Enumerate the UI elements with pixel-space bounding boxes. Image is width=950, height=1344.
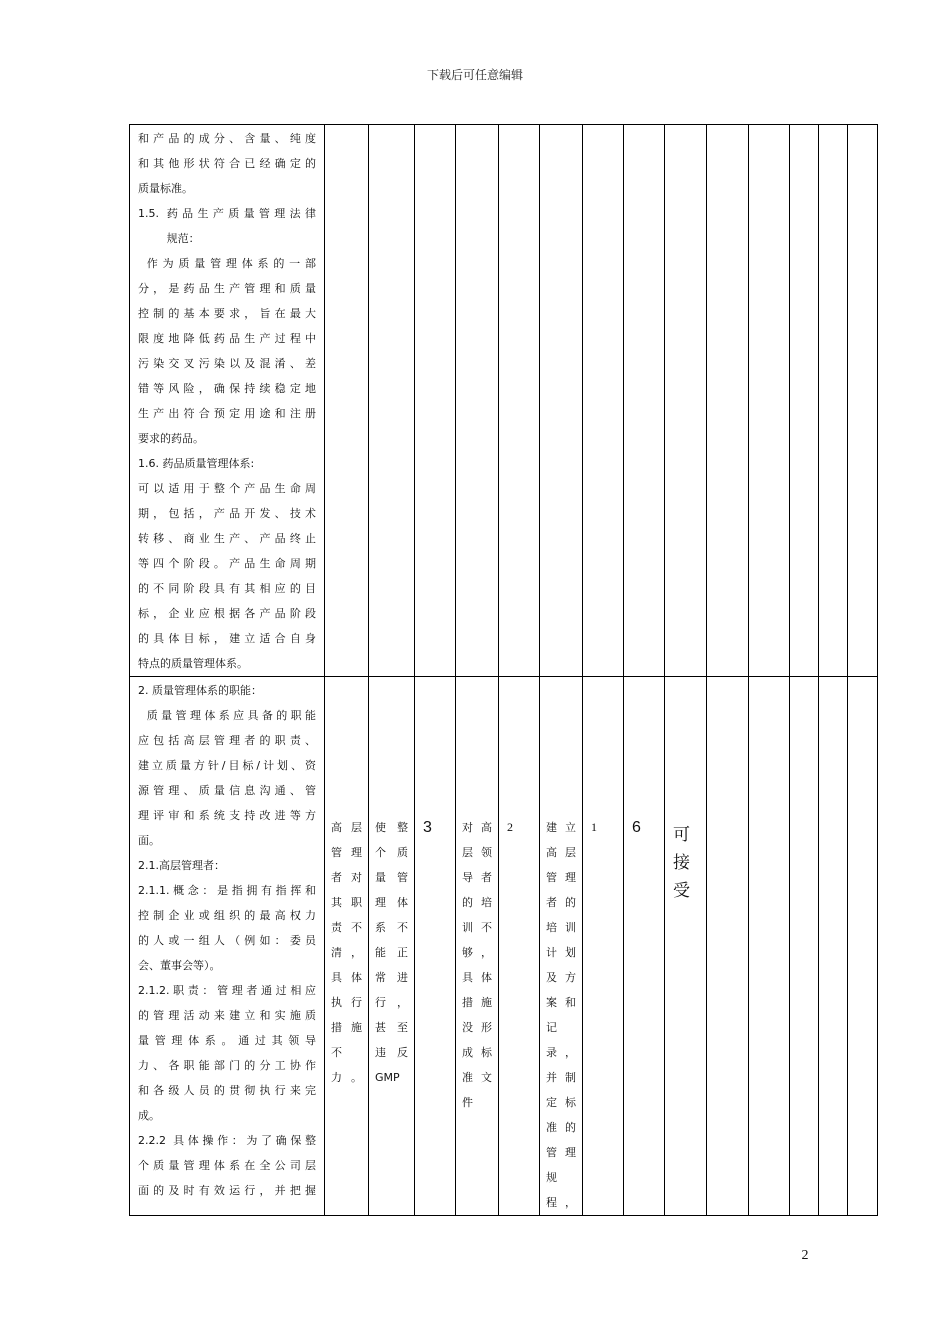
empty-cell <box>749 677 790 1216</box>
text-line: 2.1.2.职责：管理者通过相应 <box>138 984 316 997</box>
text-line: 理评审和系统支持改进等方 <box>138 809 316 822</box>
consequence-text <box>369 815 414 1090</box>
rpn-value: 6 <box>632 819 641 836</box>
text-line: 可 <box>673 825 690 845</box>
text-line: 规范： <box>166 232 200 245</box>
text-line: 受 <box>673 881 690 901</box>
cause-cell <box>456 677 499 1216</box>
text-line: 准的 <box>546 1121 576 1134</box>
hazard-text <box>325 815 368 1090</box>
text-line: 导者 <box>462 871 492 884</box>
text-line: 特点的质量管理体系。 <box>138 657 248 670</box>
text-line: 量管 <box>375 871 408 884</box>
text-line: 件 <box>462 1096 473 1109</box>
text-line: 分，是药品生产管理和质量 <box>138 282 316 295</box>
description-cell <box>130 125 325 677</box>
cause-text <box>456 815 498 1115</box>
text-line: 使整 <box>375 821 408 834</box>
detectability-value: 1 <box>591 820 597 834</box>
text-line: 作为质量管理体系的一部 <box>146 257 316 270</box>
text-line: 面。 <box>138 834 160 847</box>
text-line: 者的 <box>546 896 576 909</box>
text-line: 的具体目标，建立适合自身 <box>138 632 316 645</box>
text-line: 能正 <box>375 946 408 959</box>
text-line: 层领 <box>462 846 492 859</box>
text-line: 等四个阶段。产品生命周期 <box>138 557 316 570</box>
probability-cell <box>499 677 540 1216</box>
text-line: 理体 <box>375 896 408 909</box>
text-line: 控制企业或组织的最高权力 <box>138 909 316 922</box>
text-line: 培训 <box>546 921 576 934</box>
text-line: 责不 <box>331 921 362 934</box>
text-line: 力、各职能部门的分工协作 <box>138 1059 316 1072</box>
text-line: 并制 <box>546 1071 576 1084</box>
consequence-cell <box>369 677 415 1216</box>
probability-value: 2 <box>507 820 513 834</box>
text-line: 具体 <box>331 971 362 984</box>
text-line: 的培 <box>462 896 492 909</box>
table-row <box>130 677 878 1216</box>
text-line: 和其他形状符合已经确定的 <box>138 157 316 170</box>
empty-cell <box>624 125 665 677</box>
text-line: 应包括高层管理者的职责、 <box>138 734 316 747</box>
text-line: 和各级人员的贯彻执行来完 <box>138 1084 316 1097</box>
text-line: 成标 <box>462 1046 492 1059</box>
text-line: 量管理体系。通过其领导 <box>138 1034 316 1047</box>
page-header: 下载后可任意编辑 <box>426 68 523 82</box>
hazard-cell <box>325 677 369 1216</box>
text-line: 1.5. 药品生产质量管理法律 <box>138 207 316 220</box>
text-line: 的不同阶段具有其相应的目 <box>138 582 316 595</box>
text-line: 错等风险，确保持续稳定地 <box>138 382 316 395</box>
text-line: 及方 <box>546 971 576 984</box>
empty-cell <box>456 125 499 677</box>
text-line: 建立 <box>546 821 576 834</box>
severity-cell <box>415 677 456 1216</box>
risk-assessment-table <box>129 124 878 1216</box>
text-line: 和产品的成分、含量、纯度 <box>138 132 316 145</box>
text-line: 对高 <box>462 821 492 834</box>
severity-value: 3 <box>423 819 432 836</box>
text-line: 2.1.1.概念：是指拥有指挥和 <box>138 884 316 897</box>
text-line: 控制的基本要求，旨在最大 <box>138 307 316 320</box>
text-line: 执行 <box>331 996 362 1009</box>
page-number: 2 <box>801 1248 809 1263</box>
text-line: 质量管理体系应具备的职能 <box>146 709 316 722</box>
acceptance-text <box>665 821 706 905</box>
empty-cell <box>790 125 819 677</box>
text-line: 措施 <box>331 1021 362 1034</box>
text-line: 甚至 <box>375 1021 408 1034</box>
text-line: 2. 质量管理体系的职能： <box>138 684 262 697</box>
empty-cell <box>540 125 583 677</box>
text-line: 其职 <box>331 896 362 909</box>
text-line: 行， <box>375 996 408 1009</box>
text-line: 面的及时有效运行，并把握 <box>138 1184 316 1197</box>
text-line: 常进 <box>375 971 408 984</box>
measures-text <box>540 815 582 1215</box>
empty-cell <box>499 125 540 677</box>
text-line: 可以适用于整个产品生命周 <box>138 482 316 495</box>
text-line: 转移、商业生产、产品终止 <box>138 532 316 545</box>
text-line: 定标 <box>546 1096 576 1109</box>
measures-cell <box>540 677 583 1216</box>
text-line: 建立质量方针/目标/计划、资 <box>138 759 316 772</box>
text-line: 者对 <box>331 871 362 884</box>
text-line: 个质量管理体系在全公司层 <box>138 1159 316 1172</box>
text-line: 污染交叉污染以及混淆、差 <box>138 357 316 370</box>
detectability-cell <box>583 677 624 1216</box>
text-line: 要求的药品。 <box>138 432 204 445</box>
text-line: 管理 <box>546 871 576 884</box>
text-line: 接 <box>673 853 690 873</box>
text-line: 系不 <box>375 921 408 934</box>
text-line: 力。 <box>331 1071 362 1084</box>
text-line: 准文 <box>462 1071 492 1084</box>
empty-cell <box>707 125 749 677</box>
description-cell <box>130 677 325 1216</box>
text-line: GMP <box>375 1071 400 1084</box>
text-line: 高层 <box>546 846 576 859</box>
text-line: 没形 <box>462 1021 492 1034</box>
text-line: 质量标准。 <box>138 182 193 195</box>
text-line: 计划 <box>546 946 576 959</box>
empty-cell <box>790 677 819 1216</box>
text-line: 1.6. 药品质量管理体系: <box>138 457 255 470</box>
text-line: 管理 <box>546 1146 576 1159</box>
text-line: 的人或一组人（例如：委员 <box>138 934 316 947</box>
text-line: 训不 <box>462 921 492 934</box>
text-line: 生产出符合预定用途和注册 <box>138 407 316 420</box>
text-line: 具体 <box>462 971 492 984</box>
empty-cell <box>325 125 369 677</box>
rpn-cell <box>624 677 665 1216</box>
description-text <box>138 677 316 1203</box>
acceptance-cell <box>665 677 707 1216</box>
text-line: 的管理活动来建立和实施质 <box>138 1009 316 1022</box>
text-line: 够， <box>462 946 492 959</box>
empty-cell <box>749 125 790 677</box>
empty-cell <box>415 125 456 677</box>
empty-cell <box>665 125 707 677</box>
text-line: 2.2.2 具体操作：为了确保整 <box>138 1134 316 1147</box>
empty-cell <box>583 125 624 677</box>
empty-cell <box>819 125 848 677</box>
text-line: 措施 <box>462 996 492 1009</box>
text-line: 程， <box>546 1196 576 1209</box>
text-line: 违反 <box>375 1046 408 1059</box>
text-line: 源管理、质量信息沟通、管 <box>138 784 316 797</box>
text-line: 限度地降低药品生产过程中 <box>138 332 316 345</box>
text-line: 期，包括，产品开发、技术 <box>138 507 316 520</box>
text-line: 不 <box>331 1046 342 1059</box>
text-line: 个质 <box>375 846 408 859</box>
description-text <box>138 125 316 676</box>
empty-cell <box>707 677 749 1216</box>
text-line: 2.1.高层管理者： <box>138 859 225 872</box>
text-line: 规 <box>546 1171 557 1184</box>
text-line: 记 <box>546 1021 557 1034</box>
empty-cell <box>369 125 415 677</box>
text-line: 会、董事会等）。 <box>138 959 221 972</box>
text-line: 录， <box>546 1046 576 1059</box>
empty-cell <box>848 125 878 677</box>
text-line: 案和 <box>546 996 576 1009</box>
empty-cell <box>819 677 848 1216</box>
text-line: 清， <box>331 946 362 959</box>
text-line: 成。 <box>138 1109 160 1122</box>
table-row <box>130 125 878 677</box>
empty-cell <box>848 677 878 1216</box>
text-line: 高层 <box>331 821 362 834</box>
text-line: 标，企业应根据各产品阶段 <box>138 607 316 620</box>
text-line: 管理 <box>331 846 362 859</box>
